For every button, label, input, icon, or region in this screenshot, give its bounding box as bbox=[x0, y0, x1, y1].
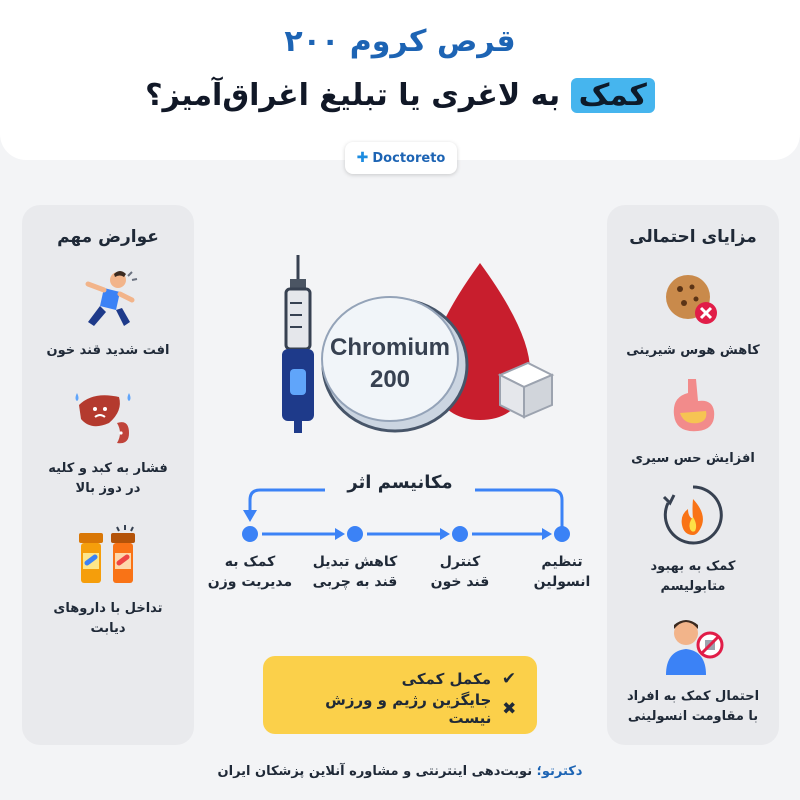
flow-node bbox=[554, 526, 570, 542]
benefit-item bbox=[607, 611, 779, 727]
flow-node bbox=[242, 526, 258, 542]
center-illustration bbox=[210, 245, 590, 445]
side-effect-label: تداخل با داروهای دیابت bbox=[53, 601, 163, 636]
mechanism-step: کمک به مدیریت وزن bbox=[207, 554, 293, 590]
brand-badge bbox=[345, 142, 457, 174]
sugar-cube-icon bbox=[500, 363, 552, 417]
mechanism-step: کاهش تبدیل قند به چربی bbox=[312, 554, 398, 590]
benefit-item bbox=[607, 265, 779, 361]
return-arrow-head bbox=[243, 510, 257, 522]
header-card bbox=[0, 0, 800, 160]
mechanism-step: کنترل قند خون bbox=[430, 554, 490, 590]
side-effects-panel bbox=[22, 205, 194, 745]
side-effects-title: عوارض مهم bbox=[57, 227, 159, 247]
summary-note bbox=[263, 656, 537, 734]
person-no-sugar-icon bbox=[658, 611, 728, 681]
benefit-label: افزایش حس سیری bbox=[631, 451, 755, 466]
fainting-person-icon bbox=[73, 265, 143, 335]
benefit-label: کاهش هوس شیرینی bbox=[626, 343, 760, 358]
benefits-panel bbox=[607, 205, 779, 745]
footer-text: نوبت‌دهی اینترنتی و مشاوره آنلاین پزشکان ایران bbox=[217, 764, 537, 779]
return-arrow bbox=[250, 490, 562, 530]
page-subtitle bbox=[0, 78, 800, 113]
pill-text-line2: 200 bbox=[369, 366, 411, 393]
insulin-pen-icon bbox=[282, 255, 314, 433]
cookie-cross-icon bbox=[658, 265, 728, 335]
footer bbox=[0, 764, 800, 779]
subtitle-highlight: کمک bbox=[571, 78, 655, 113]
flow-node bbox=[452, 526, 468, 542]
mechanism-step: تنظیم انسولین bbox=[533, 554, 591, 590]
check-icon: ✔ bbox=[501, 669, 517, 689]
benefits-title: مزایای احتمالی bbox=[629, 227, 757, 247]
side-effect-label: افت شدید قند خون bbox=[46, 343, 170, 358]
mechanism-title: مکانیسم اثر bbox=[325, 472, 475, 493]
chromium-pill-icon bbox=[322, 297, 467, 431]
note-no-text: جایگزین رژیم و ورزش نیست bbox=[325, 691, 492, 727]
side-effect-label: فشار به کبد و کلیه در دوز بالا bbox=[48, 461, 168, 496]
side-effect-item bbox=[22, 265, 194, 361]
subtitle-rest: به لاغری یا تبلیغ اغراق‌آمیز؟ bbox=[145, 78, 571, 113]
note-yes-text: مکمل کمکی bbox=[401, 670, 491, 688]
benefit-label: کمک به بهبود متابولیسم bbox=[650, 559, 736, 594]
pill-text-line1: Chromium bbox=[330, 334, 450, 361]
page-title: قرص کروم ۲۰۰ bbox=[284, 24, 516, 59]
liver-kidney-icon bbox=[73, 383, 143, 453]
benefit-label: احتمال کمک به افراد با مقاومت انسولینی bbox=[626, 689, 760, 724]
footer-brand: دکترتو؛ bbox=[536, 764, 583, 779]
flow-node bbox=[347, 526, 363, 542]
note-yes-row bbox=[281, 664, 519, 694]
flow-arrow-head bbox=[542, 528, 552, 540]
cross-icon: ✖ bbox=[502, 699, 517, 719]
note-no-row bbox=[281, 691, 519, 727]
benefit-item bbox=[607, 373, 779, 469]
stomach-icon bbox=[658, 373, 728, 443]
doctoreto-logo-icon: ✚ bbox=[356, 150, 369, 166]
flow-arrow-head bbox=[335, 528, 345, 540]
brand-name: Doctoreto bbox=[372, 150, 446, 166]
flow-arrow-head bbox=[440, 528, 450, 540]
